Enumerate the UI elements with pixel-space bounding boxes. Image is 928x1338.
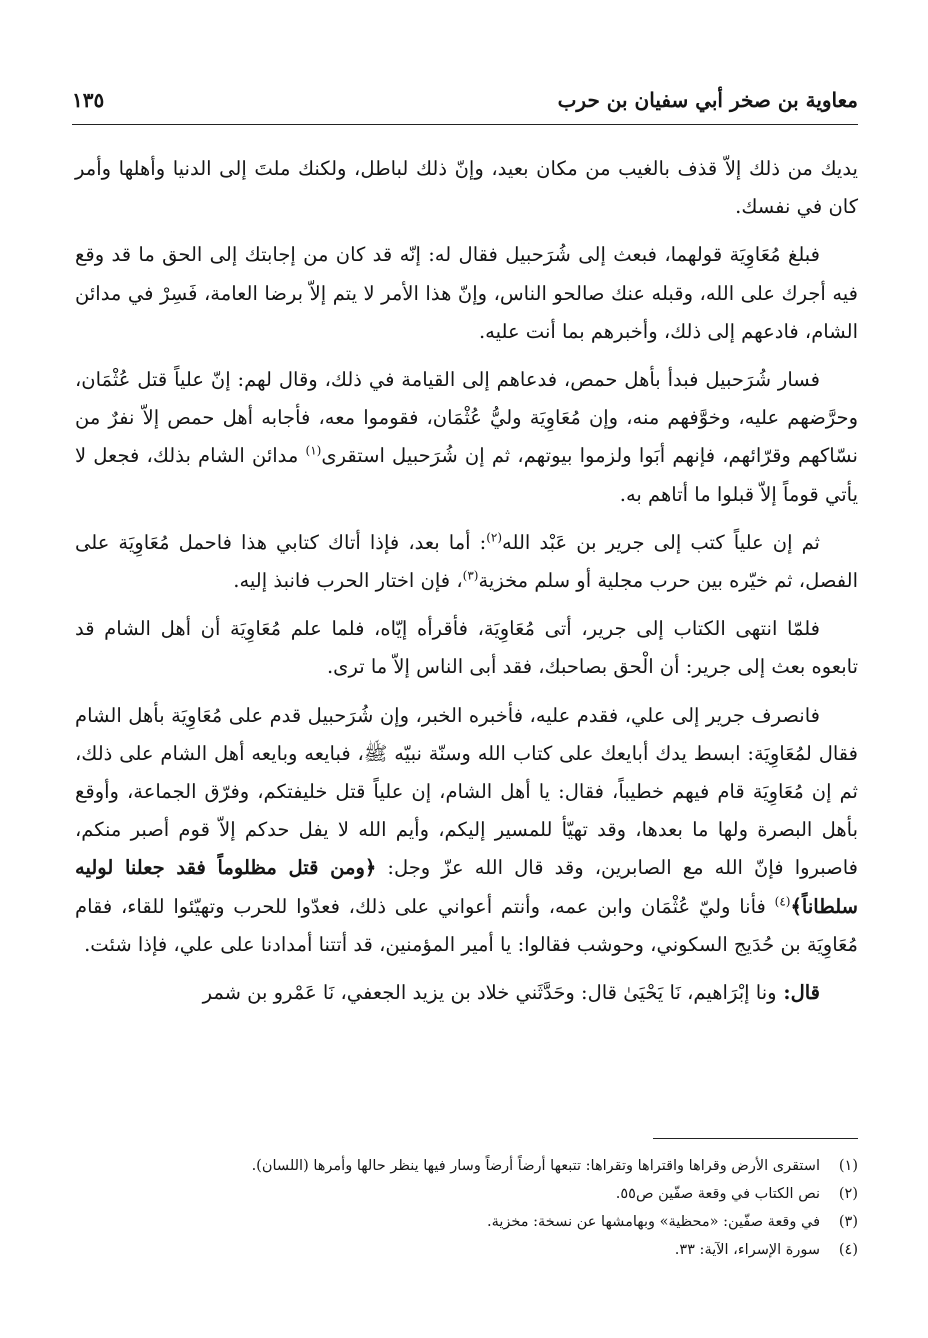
page-number: ١٣٥ xyxy=(72,88,105,112)
footnote-text: استقرى الأرض وقراها واقتراها وتقراها: تتبعها أرضاً أرضاً وسار فيها ينظر حالها وأمرها (اللسان). xyxy=(251,1158,820,1174)
paragraph xyxy=(75,610,858,686)
footnote-marker: (٤) xyxy=(774,894,791,909)
footnote-number: (١) xyxy=(838,1158,858,1174)
footnote xyxy=(75,1236,858,1264)
footnote-number: (٢) xyxy=(838,1186,858,1202)
running-title: معاوية بن صخر أبي سفيان بن حرب xyxy=(557,88,858,112)
narration-label: قال: xyxy=(776,981,820,1005)
footnote-number: (٤) xyxy=(838,1242,858,1258)
paragraph xyxy=(75,974,858,1012)
paragraph-text: مدائن الشام بذلك، فجعل لا يأتي قوماً إلاّ قبلوا ما أتاهم به. xyxy=(75,444,858,506)
running-header xyxy=(72,82,858,125)
footnote xyxy=(75,1180,858,1208)
paragraph xyxy=(75,697,858,964)
footnote xyxy=(75,1208,858,1236)
footnote-marker: (٢) xyxy=(486,530,503,545)
paragraph-text: : أما بعد، فإذا أتاك كتابي هذا فاحمل مُعَاوِيَة على الفصل، ثم خيّره بين حرب مجلية أو سلم مخزية xyxy=(75,530,858,593)
paragraph xyxy=(75,236,858,351)
paragraph-text: ، فإن اختار الحرب فانبذ إليه. xyxy=(233,569,463,593)
footnote-marker: (٣) xyxy=(462,568,479,583)
footnote-text: نص الكتاب في وقعة صفّين ص٥٥. xyxy=(615,1186,820,1202)
paragraph-text: فبلغ مُعَاوِيَة قولهما، فبعث إلى شُرَحبيل فقال له: إنّه قد كان من إجابتك إلى الحق ما قد وقع فيه أجرك على الله، وقبله عنك صالحو الناس، وإنّ هذا الأمر لا يتم إلاّ برضا العامة، فَسِرْ في مدائن الشام، فادعهم إلى ذلك، وأخبرهم بما أنت عليه. xyxy=(75,243,858,343)
paragraph-text: ثم إن علياً كتب إلى جرير بن عَبْد الله xyxy=(502,530,820,554)
paragraph xyxy=(75,361,858,514)
paragraph-text: فانصرف جرير إلى علي، فقدم عليه، فأخبره الخبر، وإن شُرَحبيل قدم على مُعَاوِيَة بأهل الشام فقال لمُعَاوِيَة: ابسط يدك أبايعك على كتاب الله وسنّة نبيّه ﷺ، فبايعه وبايعه أهل الشام على ذلك، ثم إن مُعَاوِيَة قام فيهم خطيباً، فقال: يا أهل الشام، إن علياً قتل خليفتكم، وفرّق الجماعة، وأوقع بأهل البصرة ولها ما بعدها، وقد تهيّأ للمسير إليكم، وأيم الله لا يفل حدكم إلاّ قوم أصبر منكم، فاصبروا فإنّ الله مع الصابرين، وقد قال الله عزّ وجل: xyxy=(75,703,858,880)
paragraph-text: يديك من ذلك إلاّ قذف بالغيب من مكان بعيد، وإنّ ذلك لباطل، ولكنك ملتَ إلى الدنيا وأهلها وأمر كان في نفسك. xyxy=(75,157,858,219)
footnotes xyxy=(75,1152,858,1264)
paragraph xyxy=(75,524,858,600)
paragraph-text: فأنا وليّ عُثْمَان وابن عمه، وأنتم أعواني على ذلك، فعدّوا للحرب وتهيّئوا للقاء، فقام مُعَاوِيَة بن حُدَيج السكوني، وحوشب فقالوا: يا أمير المؤمنين، قد أتتنا أمدادنا على علي، فإذا شئت. xyxy=(75,894,858,956)
footnote-text: في وقعة صفّين: «محظية» وبهامشها عن نسخة: مخزية. xyxy=(486,1214,820,1230)
paragraph-text: فلمّا انتهى الكتاب إلى جرير، أتى مُعَاوِيَة، فأقرأه إيّاه، فلما علم مُعَاوِيَة أن أهل الشام قد تابعوه بعث إلى جرير: أن الْحق بصاحبك، فقد أبى الناس إلاّ ما ترى. xyxy=(75,617,858,679)
paragraph-text: فسار شُرَحبيل فبدأ بأهل حمص، فدعاهم إلى القيامة في ذلك، وقال لهم: إنّ علياً قتل عُثْمَان، وحرَّضهم عليه، وخوَّفهم منه، وإن مُعَاوِيَة وليُّ عُثْمَان، فقوموا معه، فأجابه أهل حمص إلاّ نفرٌ من نسّاكهم وقرّائهم، فإنهم أبَوا ولزموا بيوتهم، ثم إن شُرَحبيل استقرى xyxy=(75,368,858,468)
footnote-number: (٣) xyxy=(838,1214,858,1230)
footnote-text: سورة الإسراء، الآية: ٣٣. xyxy=(674,1242,820,1258)
main-text xyxy=(75,150,858,1022)
footnote-marker: (١) xyxy=(305,443,322,458)
footnote-separator xyxy=(653,1138,858,1139)
paragraph xyxy=(75,150,858,226)
footnote xyxy=(75,1152,858,1180)
paragraph-text: ونا إبْرَاهيم، نَا يَحْيَىٰ قال: وحَدَّثَني خلاد بن يزيد الجعفي، نَا عَمْرو بن شمر xyxy=(202,981,777,1005)
quran-quote: ﴿ومن قتل مظلوماً فقد جعلنا لوليه سلطاناً﴾ xyxy=(75,856,858,918)
